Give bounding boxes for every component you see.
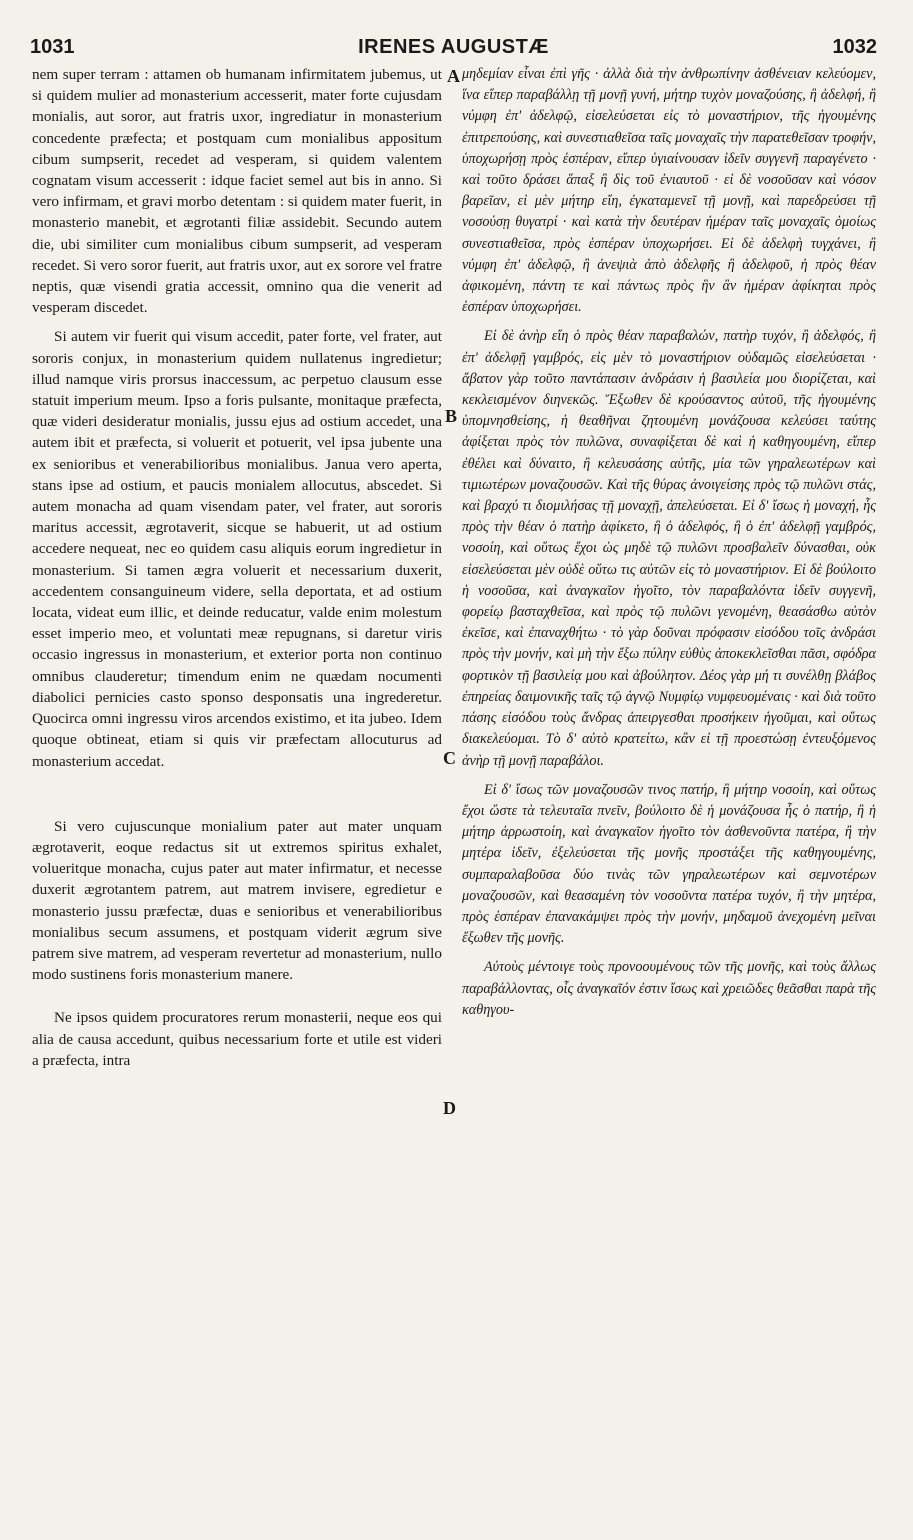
latin-column	[32, 64, 442, 1071]
running-header	[30, 36, 877, 60]
section-marker-a: A	[447, 66, 460, 86]
latin-paragraph: Si vero cujuscunque monialium pater aut mater unquam ægrotaverit, eoque redactus sit ut extremos spiritus exhalet, volueritque monacha, cujus pater aut mater infirmatur, et necesse duxerit ægrotantem patrem, aut matrem invisere, egredietur e monasterio jussu præfectæ, duas e senioribus et venerabilioribus monialibus secum assumens, et postquam viderit ægrum sive patrem sive matrem, ad vesperam revertetur ad monasterium, nullo modo sustinens foris monasterium manere.	[32, 817, 442, 984]
latin-paragraph: Ne ipsos quidem procuratores rerum monasterii, neque eos qui alia de causa accedunt, quibus necessarium forte et utile est videri a præfecta, intra	[32, 1009, 442, 1069]
greek-paragraph: μηδεμίαν εἶναι ἐπὶ γῆς · ἀλλὰ διὰ τὴν ἀνθρωπίνην ἀσθένειαν κελεύομεν, ἵνα εἴπερ παραβάλλῃ τῇ μονῇ γυνή, μήτηρ τυχὸν μοναζούσης, ἢ ἀδελφή, ἢ νύμφη ἐπ' ἀδελφῷ, εἰσελεύσεται εἰς τὸ μοναστήριον, τῆς ἡγουμένης ἐπιτρεπούσης, καὶ συνεστιαθεῖσα ταῖς μοναχαῖς τὴν παρατεθεῖσαν τροφήν, ὑποχωρήσῃ πρὸς ἑσπέραν, εἴπερ ὑγιαίνουσαν ἰδεῖν συγγενῆ παραγένετο · καὶ τοῦτο δράσει ἅπαξ ἢ δὶς τοῦ ἐνιαυτοῦ · εἰ δὲ νοσοῦσαν καὶ νόσον βαρεῖαν, εἰ μὲν μήτηρ εἴη, ἐγκαταμενεῖ τῇ μονῇ, καὶ παρεδρεύσει τῇ νοσούσῃ θυγατρί · καὶ κατὰ τὴν δευτέραν ἡμέραν ταῖς μοναχαῖς ὁμοίως συνεστιαθεῖσα, πρὸς ἑσπέραν ὑποχωρήσει. Εἰ δὲ ἀδελφὴ τυγχάνει, ἢ νύμφη ἐπ' ἀδελφῷ, ἢ ἀνεψιὰ ἀπὸ ἀδελφῆς ἢ ἀδελφοῦ, ἡ πρὸς θέαν ἀφικομένη, πάντη τε καὶ πάντως πρὸς ἣν ἂν ἡμέραν ἀφίκηται πρὸς ἑσπέραν ὑποχωρήσει.	[462, 66, 876, 316]
page-number-left: 1031	[30, 36, 75, 58]
section-marker-c: C	[443, 748, 456, 768]
running-title: IRENES AUGUSTÆ	[358, 36, 549, 58]
greek-paragraph: Εἰ δὲ ἀνὴρ εἴη ὁ πρὸς θέαν παραβαλών, πατὴρ τυχόν, ἢ ἀδελφός, ἢ ἐπ' ἀδελφῇ γαμβρός, εἰς μὲν τὸ μοναστήριον οὐδαμῶς εἰσελεύσεται · ἄβατον γὰρ τοῦτο παντάπασιν ἀνδράσιν ἡ βασιλεία μου διορίζεται, καὶ κεκλεισμένον διηνεκῶς. Ἔξωθεν δὲ κρούσαντος αὐτοῦ, τῆς ἡγουμένης ὑπομνησθείσης, ἡ θεαθῆναι ζητουμένη μονάζουσα κελεύσει ταύτης ἀφίξεται πρὸς τὸν πυλῶνα, συναφίξεται δὲ καὶ ἡ καθηγουμένη, εἴπερ ἐθέλει καὶ δύναιτο, ἢ κελευσάσης αὐτῆς, μία τῶν γηραλεωτέρων καὶ τιμιωτέρων μοναζουσῶν. Καὶ τῆς θύρας ἀνοιγείσης πρὸς τῷ πυλῶνι στάς, καὶ βραχύ τι διομιλήσας τῇ μοναχῇ, ἀπελεύσεται. Εἰ δ' ἴσως ἡ μοναχή, ἧς πρὸς τὴν θέαν ὁ πατὴρ ἀφίκετο, ἢ ὁ ἀδελφός, ἢ ὁ ἐπ' ἀδελφῇ γαμβρός, νοσοίη, καὶ οὕτως ἔχοι ὡς μηδὲ τῷ πυλῶνι προσβαλεῖν δύνασθαι, οὐκ εἰσελεύσεται μὲν οὐδὲ οὕτω τις αὐτῶν εἰς τὸ μοναστήριον. Εἰ δὲ βούλοιτο ἡ νοσοῦσα, καὶ ἀναγκαῖον ἡγοῖτο, τὸν παραβαλόντα ἰδεῖν συγγενῆ, φορείῳ βασταχθεῖσα, καὶ πρὸς τῷ πυλῶνι γενομένη, θεασάσθω αὐτὸν ἐκεῖσε, καὶ ἐπαναχθήτω · τὸ γὰρ δοῦναι πρόφασιν εἰσόδου τοῖς ἀνδράσι πρὸς τὴν μονήν, καὶ μὴ τὴν ἔξω πύλην εὐθὺς ἀποκεκλεῖσθαι πᾶσι, σφόδρα φορτικὸν τῇ βασιλείᾳ μου καὶ ἀβούλητον. Δέος γὰρ μή τι συνέλθῃ βλάβος ἐπηρείας δαιμονικῆς ταῖς τῷ ἁγνῷ Νυμφίῳ νυμφευομέναις · καὶ διὰ τοῦτο πάσης εἰσόδου τοὺς ἄνδρας ἀπειργεσθαι προσήκειν ἡγοῦμαι, καὶ οὕτως διακελεύομαι. Τὸ δ' αὐτὸ κρατείτω, κἂν εἰ τῇ προεστώσῃ ἐντευξόμενος ἀνὴρ τῇ μονῇ παραβάλοι.	[462, 328, 876, 769]
greek-column	[462, 64, 876, 1021]
section-marker-b: B	[445, 406, 458, 426]
page-number-right: 1032	[832, 36, 877, 58]
latin-paragraph: nem super terram : attamen ob humanam infirmitatem jubemus, ut si quidem mulier ad monasterium accesserit, mater forte cujusdam monialis, aut soror, aut fratris uxor, ingrediatur in monasterium concedente præfecta; et postquam cum monialibus appositum cibum sumpserit, recedet ad vesperam, si quidem valentem cognatam visum accesserit : idque faciet semel aut bis in anno. Si vero infirmam, et gravi morbo detentam : si quidem mater fuerit, in monasterio manebit, et ægrotanti filiæ assidebit. Secundo autem die, ubi similiter cum monialibus cibum sumpserit, ad vesperam recedet. Si vero soror fuerit, aut fratris uxor, aut ex sorore vel fratre neptis, quæ visendi gratia accessit, omnino qua die venerit ad vesperam discedet.	[32, 66, 442, 317]
greek-paragraph: Αὐτοὺς μέντοιγε τοὺς προνοουμένους τῶν τῆς μονῆς, καὶ τοὺς ἄλλως παραβάλλοντας, οἷς ἀναγκαῖόν ἐστιν ἴσως καὶ χρειῶδες θεᾶσθαι παρὰ τῆς καθηγου-	[462, 959, 876, 1018]
greek-paragraph: Εἰ δ' ἴσως τῶν μοναζουσῶν τινος πατήρ, ἢ μήτηρ νοσοίη, καὶ οὕτως ἔχοι ὥστε τὰ τελευταῖα πνεῖν, βούλοιτο δὲ ἡ μονάζουσα ἧς ὁ πατήρ, ἢ ἡ μήτηρ ἀρρωστοίη, καὶ ἀναγκαῖον ἡγοῖτο τὸν ἀσθενοῦντα πατέρα, ἢ τὴν μητέρα ἰδεῖν, ἐξελεύσεται τῆς μονῆς προστάξει τῆς καθηγουμένης, συμπαραλαβοῦσα δύο τινὰς τῶν γηραλεωτέρων καὶ σεμνοτέρων μοναζουσῶν, καὶ θεασαμένη τὸν νοσοῦντα πατέρα τυχόν, ἢ τὴν μητέρα, πρὸς ἑσπέραν ἐπανακάμψει πρὸς τὴν μονήν, μηδαμοῦ ἀνεχομένη μεῖναι ἔξωθεν τῆς μονῆς.	[462, 781, 876, 947]
latin-paragraph: Si autem vir fuerit qui visum accedit, pater forte, vel frater, aut sororis conjux, in monasterium quidem nullatenus ingredietur; illud namque viris prorsus inaccessum, ac perpetuo clausum esse statuit imperium meum. Ipso a foris pulsante, monitaque præfecta, quæ videri desideratur monialis, jussu ejus ad ostium accedet, una autem ibit et præfecta, si voluerit et potuerit, vel ipsa jubente una ex senioribus et venerabilioribus monialibus. Janua vero aperta, stans ipse ad ostium, et paucis monialem allocutus, abscedet. Si autem monacha ad quam visendam pater, vel frater, aut sororis maritus accessit, ægrotaverit, sicque se habuerit, ut ad ostium accedere nequeat, nec eo quidem casu aliquis eorum ingredietur in monasterium. Si tamen ægra voluerit et necessarium duxerit, accedentem consanguineum videre, sella deportata, et ad ostium locata, videat eum illic, et deinde reducatur, valde enim molestum esset imperio meo, et voluntati meæ repugnans, si daretur viris occasio ingressus in monasterium, et exterior porta non continuo omnibus clauderetur; timendum enim ne quædam nocumenti diabolici pernicies casto sponso desponsatis una ingrederetur. Quocirca omni ingressu viros arcendos existimo, et ita jubeo. Idem quoque obtineat, etiam si quis vir præfectam allocuturus ad monasterium accedat.	[32, 328, 442, 770]
section-marker-d: D	[443, 1098, 456, 1118]
